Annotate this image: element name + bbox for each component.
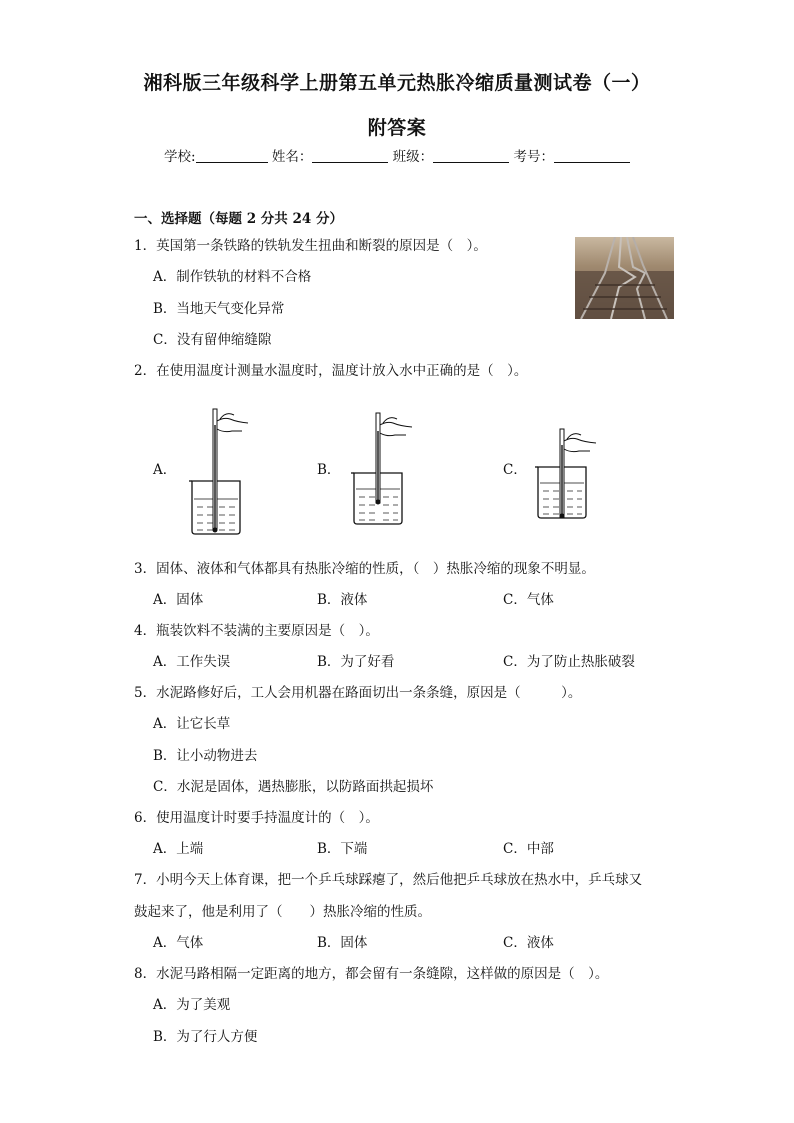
q1-option-a[interactable]: A．制作铁轨的材料不合格 (153, 269, 312, 285)
q5-option-a[interactable]: A．让它长草 (153, 716, 231, 732)
question-6: 6．使用温度计时要手持温度计的（ ）。 (134, 810, 379, 826)
q4-option-c[interactable]: C．为了防止热胀破裂 (503, 654, 635, 670)
q1-option-b[interactable]: B．当地天气变化异常 (153, 301, 285, 317)
question-4: 4．瓶装饮料不装满的主要原因是（ ）。 (134, 623, 379, 639)
name-blank[interactable] (312, 148, 388, 163)
name-label: 姓名： (271, 149, 313, 165)
railway-track-photo (575, 237, 674, 319)
thermometer-beaker-figure-c (530, 405, 630, 535)
q7-option-b[interactable]: B．固体 (317, 935, 368, 951)
q3-option-c[interactable]: C．气体 (503, 592, 554, 608)
q2-option-a[interactable]: A． (153, 462, 177, 478)
q6-option-b[interactable]: B．下端 (317, 841, 368, 857)
class-label: 班级： (392, 149, 434, 165)
school-blank[interactable] (196, 148, 268, 163)
q5-option-c[interactable]: C．水泥是固体，遇热膨胀，以防路面拱起损坏 (153, 779, 434, 795)
q7-option-c[interactable]: C．液体 (503, 935, 554, 951)
q3-option-a[interactable]: A．固体 (153, 592, 204, 608)
q1-option-c[interactable]: C．没有留伸缩缝隙 (153, 332, 272, 348)
q6-option-c[interactable]: C．中部 (503, 841, 554, 857)
exam-number-label: 考号： (513, 149, 554, 165)
school-label: 学校: (164, 149, 196, 165)
question-3: 3．固体、液体和气体都具有热胀冷缩的性质，（ ）热胀冷缩的现象不明显。 (134, 561, 595, 577)
question-7-continued: 鼓起来了，他是利用了（ ）热胀冷缩的性质。 (134, 904, 431, 920)
question-7: 7．小明今天上体育课，把一个乒乓球踩瘪了，然后他把乒乓球放在热水中，乒乓球又 (134, 872, 643, 888)
q8-option-a[interactable]: A．为了美观 (153, 997, 231, 1013)
question-8: 8．水泥马路相隔一定距离的地方，都会留有一条缝隙，这样做的原因是（ ）。 (134, 966, 609, 982)
question-5: 5．水泥路修好后，工人会用机器在路面切出一条条缝，原因是（ ）。 (134, 685, 582, 701)
thermometer-beaker-figure-b (346, 405, 446, 535)
class-blank[interactable] (433, 148, 509, 163)
question-2: 2．在使用温度计测量水温度时，温度计放入水中正确的是（ ）。 (134, 363, 528, 379)
q6-option-a[interactable]: A．上端 (153, 841, 204, 857)
page-title: 湘科版三年级科学上册第五单元热胀冷缩质量测试卷（一） (143, 72, 651, 94)
question-1: 1．英国第一条铁路的铁轨发生扭曲和断裂的原因是（ ）。 (134, 238, 487, 254)
q4-option-a[interactable]: A．工作失误 (153, 654, 231, 670)
thermometer-beaker-figure-a (182, 405, 282, 535)
page-subtitle: 附答案 (367, 117, 427, 139)
exam-number-blank[interactable] (554, 148, 630, 163)
student-info-row (0, 145, 794, 165)
q5-option-b[interactable]: B．让小动物进去 (153, 748, 258, 764)
q2-option-b[interactable]: B． (317, 462, 341, 478)
q4-option-b[interactable]: B．为了好看 (317, 654, 395, 670)
q2-option-c[interactable]: C． (503, 462, 527, 478)
q8-option-b[interactable]: B．为了行人方便 (153, 1029, 258, 1045)
q3-option-b[interactable]: B．液体 (317, 592, 368, 608)
q7-option-a[interactable]: A．气体 (153, 935, 204, 951)
section-title: 一、选择题（每题 2 分共 24 分） (134, 211, 343, 227)
